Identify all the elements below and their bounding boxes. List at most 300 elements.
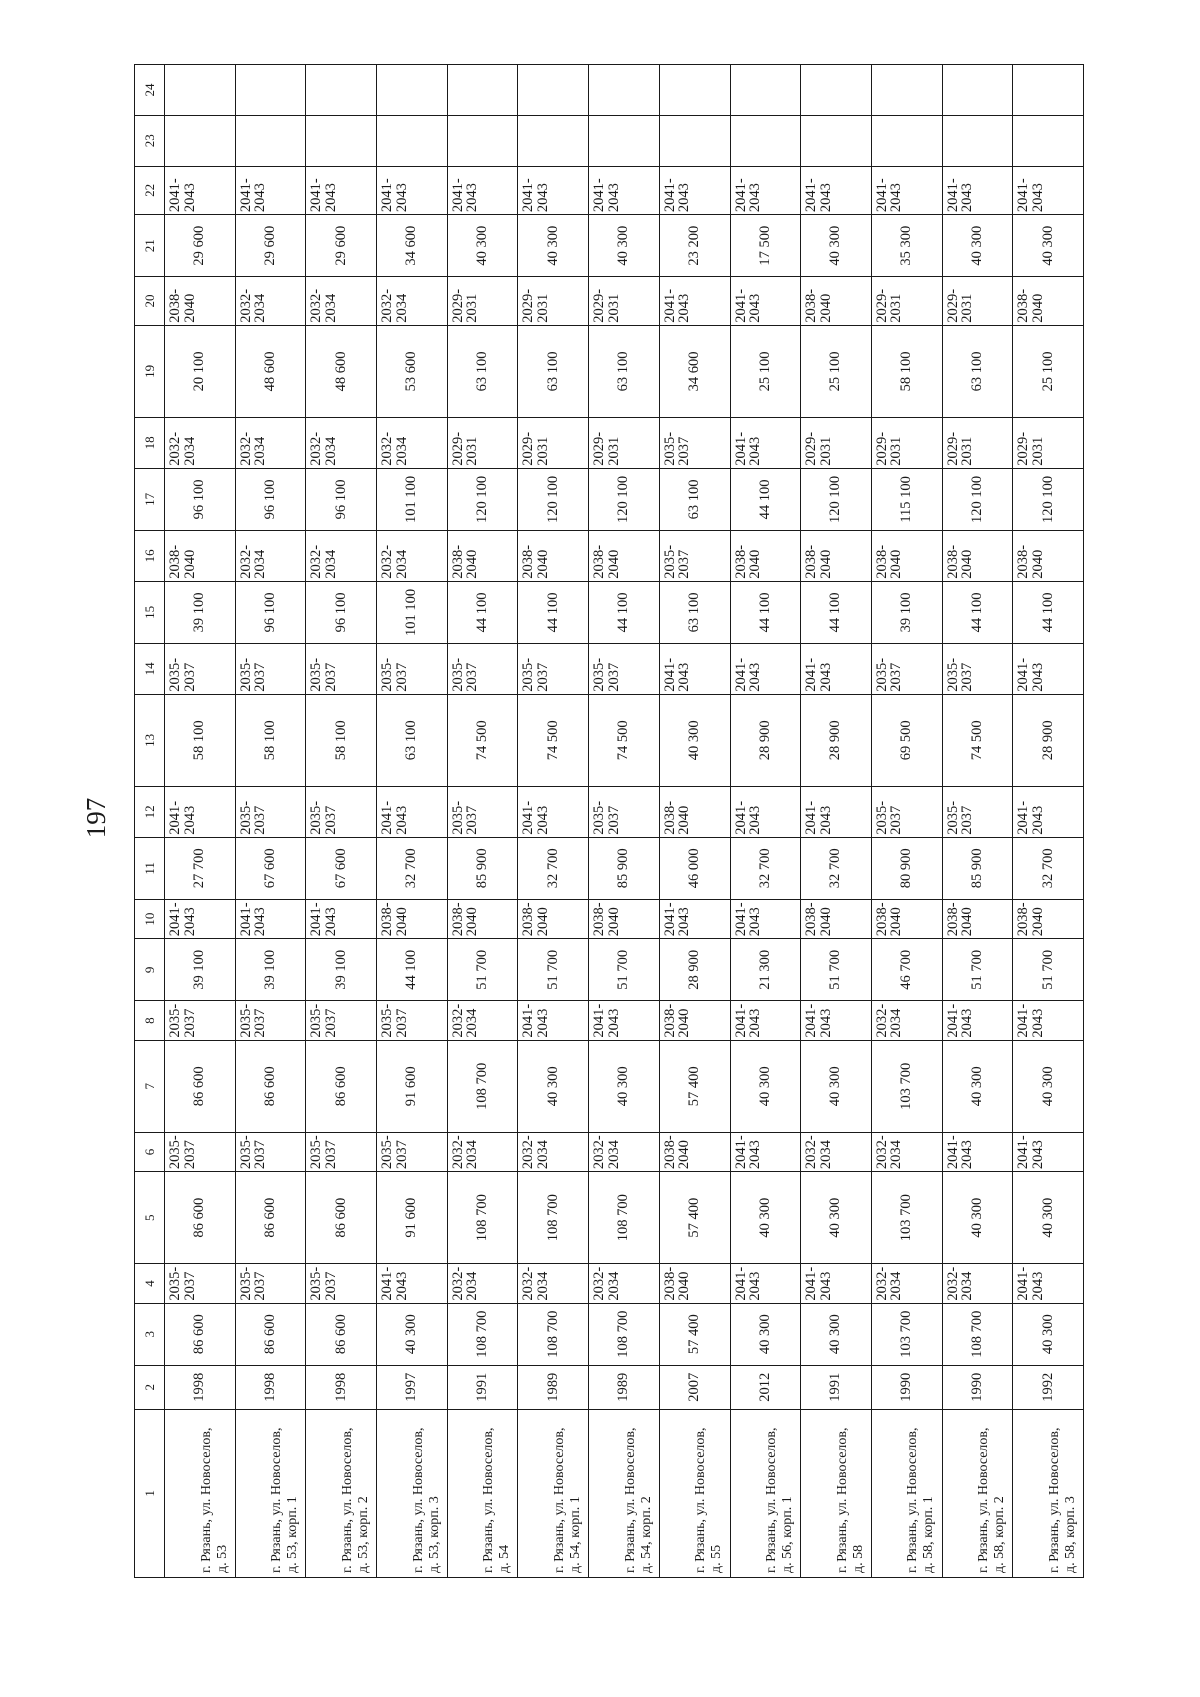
- period-cell: 2035-2037: [165, 1001, 236, 1040]
- table-row: [165, 65, 236, 1578]
- period-cell: 2041-2043: [801, 786, 872, 837]
- period-cell: 2038-2040: [589, 899, 660, 938]
- table-row: [377, 65, 448, 1578]
- cost-cell: 40 300: [801, 215, 872, 277]
- cost-cell: 108 700: [518, 1303, 589, 1365]
- period-cell: 2041-2043: [942, 1132, 1013, 1171]
- period-cell: 2029-2031: [801, 418, 872, 469]
- cost-cell: 63 100: [659, 468, 730, 530]
- period-cell: 2041-2043: [447, 166, 518, 214]
- cost-cell: 96 100: [165, 468, 236, 530]
- period-cell: 2035-2037: [306, 1264, 377, 1303]
- period-cell: 2041-2043: [589, 166, 660, 214]
- column-header-13: 13: [135, 694, 165, 786]
- period-cell: 2038-2040: [1013, 531, 1084, 582]
- cost-cell: 40 300: [942, 1172, 1013, 1264]
- period-cell: 2038-2040: [730, 531, 801, 582]
- period-cell: 2032-2034: [235, 531, 306, 582]
- period-cell: 2032-2034: [518, 1132, 589, 1171]
- cost-cell: 39 100: [165, 939, 236, 1001]
- address-cell: г. Рязань, ул. Новоселов, д. 53: [165, 1409, 236, 1577]
- cost-cell: 40 300: [801, 1040, 872, 1132]
- cost-cell: 74 500: [447, 694, 518, 786]
- cost-cell: 23 200: [659, 215, 730, 277]
- cost-cell: 17 500: [730, 215, 801, 277]
- period-cell: 2041-2043: [377, 166, 448, 214]
- period-cell: 2035-2037: [942, 786, 1013, 837]
- cost-cell: 28 900: [1013, 694, 1084, 786]
- period-cell: 2041-2043: [306, 899, 377, 938]
- empty-cell: [1013, 115, 1084, 166]
- period-cell: 2038-2040: [518, 531, 589, 582]
- cost-cell: 120 100: [518, 468, 589, 530]
- year-built-cell: 1989: [518, 1365, 589, 1409]
- period-cell: 2041-2043: [1013, 786, 1084, 837]
- cost-cell: 40 300: [1013, 1303, 1084, 1365]
- period-cell: 2041-2043: [659, 277, 730, 325]
- period-cell: 2032-2034: [518, 1264, 589, 1303]
- address-cell: г. Рязань, ул. Новоселов, д. 56, корп. 1: [730, 1409, 801, 1577]
- period-cell: 2041-2043: [377, 1264, 448, 1303]
- empty-cell: [165, 65, 236, 116]
- period-cell: 2041-2043: [659, 644, 730, 695]
- period-cell: 2032-2034: [871, 1264, 942, 1303]
- column-header-16: 16: [135, 531, 165, 582]
- empty-cell: [942, 115, 1013, 166]
- period-cell: 2041-2043: [942, 1001, 1013, 1040]
- empty-cell: [730, 115, 801, 166]
- cost-cell: 40 300: [518, 1040, 589, 1132]
- period-cell: 2035-2037: [235, 1264, 306, 1303]
- cost-cell: 108 700: [589, 1303, 660, 1365]
- cost-cell: 40 300: [1013, 215, 1084, 277]
- cost-cell: 39 100: [306, 939, 377, 1001]
- column-header-3: 3: [135, 1303, 165, 1365]
- period-cell: 2035-2037: [871, 786, 942, 837]
- column-header-6: 6: [135, 1132, 165, 1171]
- cost-cell: 46 700: [871, 939, 942, 1001]
- period-cell: 2041-2043: [589, 1001, 660, 1040]
- period-cell: 2029-2031: [942, 418, 1013, 469]
- column-header-24: 24: [135, 65, 165, 116]
- period-cell: 2029-2031: [871, 418, 942, 469]
- cost-cell: 120 100: [801, 468, 872, 530]
- table-row: [447, 65, 518, 1578]
- cost-cell: 44 100: [801, 581, 872, 643]
- period-cell: 2038-2040: [659, 1264, 730, 1303]
- empty-cell: [518, 115, 589, 166]
- cost-cell: 101 100: [377, 581, 448, 643]
- cost-cell: 86 600: [165, 1303, 236, 1365]
- period-cell: 2035-2037: [589, 786, 660, 837]
- table-row: [589, 65, 660, 1578]
- column-header-14: 14: [135, 644, 165, 695]
- period-cell: 2041-2043: [1013, 1264, 1084, 1303]
- period-cell: 2029-2031: [589, 277, 660, 325]
- column-header-12: 12: [135, 786, 165, 837]
- period-cell: 2032-2034: [377, 277, 448, 325]
- cost-cell: 58 100: [165, 694, 236, 786]
- empty-cell: [659, 115, 730, 166]
- period-cell: 2035-2037: [377, 1001, 448, 1040]
- period-cell: 2041-2043: [1013, 166, 1084, 214]
- year-built-cell: 1997: [377, 1365, 448, 1409]
- table-row: [801, 65, 872, 1578]
- empty-cell: [165, 115, 236, 166]
- cost-cell: 34 600: [659, 325, 730, 417]
- cost-cell: 101 100: [377, 468, 448, 530]
- cost-cell: 25 100: [801, 325, 872, 417]
- period-cell: 2032-2034: [306, 531, 377, 582]
- cost-cell: 51 700: [589, 939, 660, 1001]
- cost-cell: 40 300: [942, 215, 1013, 277]
- cost-cell: 51 700: [1013, 939, 1084, 1001]
- column-header-17: 17: [135, 468, 165, 530]
- address-cell: г. Рязань, ул. Новоселов, д. 58, корп. 1: [871, 1409, 942, 1577]
- cost-cell: 32 700: [801, 837, 872, 899]
- period-cell: 2032-2034: [377, 418, 448, 469]
- period-cell: 2041-2043: [801, 644, 872, 695]
- period-cell: 2038-2040: [942, 531, 1013, 582]
- empty-cell: [447, 65, 518, 116]
- period-cell: 2032-2034: [871, 1132, 942, 1171]
- cost-cell: 40 300: [589, 1040, 660, 1132]
- period-cell: 2041-2043: [659, 166, 730, 214]
- column-header-10: 10: [135, 899, 165, 938]
- empty-cell: [801, 65, 872, 116]
- cost-cell: 86 600: [165, 1172, 236, 1264]
- cost-cell: 120 100: [589, 468, 660, 530]
- period-cell: 2035-2037: [235, 644, 306, 695]
- cost-cell: 85 900: [942, 837, 1013, 899]
- period-cell: 2029-2031: [518, 277, 589, 325]
- cost-cell: 44 100: [447, 581, 518, 643]
- empty-cell: [942, 65, 1013, 116]
- period-cell: 2032-2034: [165, 418, 236, 469]
- cost-cell: 108 700: [518, 1172, 589, 1264]
- year-built-cell: 2012: [730, 1365, 801, 1409]
- period-cell: 2041-2043: [235, 166, 306, 214]
- period-cell: 2038-2040: [518, 899, 589, 938]
- period-cell: 2029-2031: [518, 418, 589, 469]
- period-cell: 2041-2043: [165, 166, 236, 214]
- column-header-18: 18: [135, 418, 165, 469]
- cost-cell: 58 100: [306, 694, 377, 786]
- period-cell: 2038-2040: [447, 531, 518, 582]
- cost-cell: 57 400: [659, 1040, 730, 1132]
- empty-cell: [659, 65, 730, 116]
- period-cell: 2041-2043: [730, 644, 801, 695]
- period-cell: 2035-2037: [165, 644, 236, 695]
- cost-cell: 120 100: [942, 468, 1013, 530]
- cost-cell: 69 500: [871, 694, 942, 786]
- address-cell: г. Рязань, ул. Новоселов, д. 54: [447, 1409, 518, 1577]
- cost-cell: 21 300: [730, 939, 801, 1001]
- period-cell: 2041-2043: [801, 1264, 872, 1303]
- period-cell: 2038-2040: [659, 1001, 730, 1040]
- table-row: [730, 65, 801, 1578]
- period-cell: 2029-2031: [942, 277, 1013, 325]
- cost-cell: 96 100: [235, 468, 306, 530]
- table-row: [306, 65, 377, 1578]
- period-cell: 2032-2034: [589, 1264, 660, 1303]
- cost-cell: 28 900: [659, 939, 730, 1001]
- cost-cell: 86 600: [306, 1040, 377, 1132]
- cost-cell: 120 100: [447, 468, 518, 530]
- empty-cell: [801, 115, 872, 166]
- cost-cell: 29 600: [235, 215, 306, 277]
- cost-cell: 32 700: [518, 837, 589, 899]
- cost-cell: 63 100: [589, 325, 660, 417]
- period-cell: 2041-2043: [306, 166, 377, 214]
- year-built-cell: 1998: [235, 1365, 306, 1409]
- address-cell: г. Рязань, ул. Новоселов, д. 58, корп. 3: [1013, 1409, 1084, 1577]
- empty-cell: [377, 65, 448, 116]
- cost-cell: 40 300: [518, 215, 589, 277]
- period-cell: 2041-2043: [730, 277, 801, 325]
- period-cell: 2038-2040: [871, 899, 942, 938]
- period-cell: 2041-2043: [518, 166, 589, 214]
- cost-cell: 32 700: [377, 837, 448, 899]
- page-number: 197: [81, 797, 111, 839]
- cost-cell: 91 600: [377, 1040, 448, 1132]
- cost-cell: 86 600: [306, 1303, 377, 1365]
- column-header-20: 20: [135, 277, 165, 325]
- period-cell: 2041-2043: [801, 166, 872, 214]
- period-cell: 2038-2040: [377, 899, 448, 938]
- empty-cell: [235, 115, 306, 166]
- period-cell: 2038-2040: [589, 531, 660, 582]
- cost-cell: 74 500: [589, 694, 660, 786]
- cost-cell: 40 300: [801, 1172, 872, 1264]
- period-cell: 2041-2043: [730, 1001, 801, 1040]
- cost-cell: 58 100: [871, 325, 942, 417]
- cost-cell: 44 100: [518, 581, 589, 643]
- cost-cell: 44 100: [942, 581, 1013, 643]
- period-cell: 2038-2040: [447, 899, 518, 938]
- cost-cell: 86 600: [165, 1040, 236, 1132]
- cost-cell: 40 300: [1013, 1172, 1084, 1264]
- cost-cell: 51 700: [942, 939, 1013, 1001]
- period-cell: 2041-2043: [942, 166, 1013, 214]
- period-cell: 2029-2031: [589, 418, 660, 469]
- year-built-cell: 1998: [165, 1365, 236, 1409]
- cost-cell: 96 100: [306, 581, 377, 643]
- period-cell: 2029-2031: [1013, 418, 1084, 469]
- period-cell: 2035-2037: [447, 786, 518, 837]
- period-cell: 2041-2043: [801, 1001, 872, 1040]
- cost-cell: 40 300: [730, 1303, 801, 1365]
- table-row: [659, 65, 730, 1578]
- period-cell: 2029-2031: [447, 418, 518, 469]
- cost-cell: 28 900: [730, 694, 801, 786]
- table-row: [942, 65, 1013, 1578]
- column-header-4: 4: [135, 1264, 165, 1303]
- cost-cell: 44 100: [377, 939, 448, 1001]
- cost-cell: 40 300: [730, 1172, 801, 1264]
- period-cell: 2038-2040: [801, 277, 872, 325]
- cost-cell: 40 300: [942, 1040, 1013, 1132]
- column-header-2: 2: [135, 1365, 165, 1409]
- cost-cell: 48 600: [235, 325, 306, 417]
- period-cell: 2038-2040: [165, 277, 236, 325]
- period-cell: 2041-2043: [235, 899, 306, 938]
- cost-cell: 32 700: [730, 837, 801, 899]
- cost-cell: 32 700: [1013, 837, 1084, 899]
- cost-cell: 51 700: [447, 939, 518, 1001]
- empty-cell: [235, 65, 306, 116]
- cost-cell: 67 600: [306, 837, 377, 899]
- year-built-cell: 1991: [447, 1365, 518, 1409]
- address-cell: г. Рязань, ул. Новоселов, д. 54, корп. 1: [518, 1409, 589, 1577]
- cost-cell: 48 600: [306, 325, 377, 417]
- period-cell: 2038-2040: [942, 899, 1013, 938]
- cost-cell: 103 700: [871, 1303, 942, 1365]
- column-header-21: 21: [135, 215, 165, 277]
- cost-cell: 86 600: [235, 1172, 306, 1264]
- cost-cell: 44 100: [1013, 581, 1084, 643]
- period-cell: 2041-2043: [659, 899, 730, 938]
- period-cell: 2041-2043: [730, 1264, 801, 1303]
- period-cell: 2035-2037: [377, 1132, 448, 1171]
- period-cell: 2041-2043: [730, 786, 801, 837]
- cost-cell: 25 100: [1013, 325, 1084, 417]
- period-cell: 2035-2037: [447, 644, 518, 695]
- cost-cell: 40 300: [1013, 1040, 1084, 1132]
- period-cell: 2029-2031: [871, 277, 942, 325]
- cost-cell: 86 600: [306, 1172, 377, 1264]
- empty-cell: [589, 115, 660, 166]
- period-cell: 2035-2037: [659, 418, 730, 469]
- year-built-cell: 1992: [1013, 1365, 1084, 1409]
- cost-cell: 108 700: [447, 1172, 518, 1264]
- year-built-cell: 1998: [306, 1365, 377, 1409]
- period-cell: 2035-2037: [165, 1264, 236, 1303]
- cost-cell: 96 100: [306, 468, 377, 530]
- cost-cell: 108 700: [589, 1172, 660, 1264]
- cost-cell: 63 100: [659, 581, 730, 643]
- cost-cell: 40 300: [589, 215, 660, 277]
- period-cell: 2035-2037: [306, 1132, 377, 1171]
- table-row: [235, 65, 306, 1578]
- period-cell: 2041-2043: [165, 899, 236, 938]
- column-header-22: 22: [135, 166, 165, 214]
- cost-cell: 40 300: [447, 215, 518, 277]
- address-cell: г. Рязань, ул. Новоселов, д. 54, корп. 2: [589, 1409, 660, 1577]
- period-cell: 2032-2034: [306, 418, 377, 469]
- table-row: [1013, 65, 1084, 1578]
- period-cell: 2032-2034: [235, 277, 306, 325]
- year-built-cell: 1990: [942, 1365, 1013, 1409]
- cost-cell: 51 700: [518, 939, 589, 1001]
- period-cell: 2041-2043: [518, 1001, 589, 1040]
- column-header-15: 15: [135, 581, 165, 643]
- period-cell: 2032-2034: [306, 277, 377, 325]
- cost-cell: 108 700: [942, 1303, 1013, 1365]
- period-cell: 2032-2034: [447, 1264, 518, 1303]
- period-cell: 2032-2034: [377, 531, 448, 582]
- empty-cell: [306, 115, 377, 166]
- cost-cell: 86 600: [235, 1303, 306, 1365]
- cost-cell: 39 100: [235, 939, 306, 1001]
- period-cell: 2038-2040: [165, 531, 236, 582]
- cost-cell: 67 600: [235, 837, 306, 899]
- period-cell: 2032-2034: [942, 1264, 1013, 1303]
- table-row: [871, 65, 942, 1578]
- year-built-cell: 1991: [801, 1365, 872, 1409]
- cost-cell: 40 300: [377, 1303, 448, 1365]
- period-cell: 2035-2037: [306, 644, 377, 695]
- period-cell: 2041-2043: [1013, 644, 1084, 695]
- empty-cell: [589, 65, 660, 116]
- column-header-19: 19: [135, 325, 165, 417]
- cost-cell: 53 600: [377, 325, 448, 417]
- period-cell: 2032-2034: [447, 1001, 518, 1040]
- empty-cell: [871, 65, 942, 116]
- cost-cell: 96 100: [235, 581, 306, 643]
- period-cell: 2032-2034: [447, 1132, 518, 1171]
- empty-cell: [518, 65, 589, 116]
- period-cell: 2041-2043: [377, 786, 448, 837]
- cost-cell: 63 100: [447, 325, 518, 417]
- cost-cell: 85 900: [447, 837, 518, 899]
- period-cell: 2035-2037: [165, 1132, 236, 1171]
- period-cell: 2038-2040: [871, 531, 942, 582]
- period-cell: 2041-2043: [730, 899, 801, 938]
- period-cell: 2035-2037: [235, 1132, 306, 1171]
- cost-cell: 115 100: [871, 468, 942, 530]
- period-cell: 2041-2043: [518, 786, 589, 837]
- cost-cell: 120 100: [1013, 468, 1084, 530]
- cost-cell: 108 700: [447, 1040, 518, 1132]
- period-cell: 2035-2037: [518, 644, 589, 695]
- cost-cell: 63 100: [942, 325, 1013, 417]
- period-cell: 2035-2037: [942, 644, 1013, 695]
- period-cell: 2038-2040: [801, 899, 872, 938]
- registry-table-rotated: [134, 64, 1084, 1578]
- year-built-cell: 1989: [589, 1365, 660, 1409]
- period-cell: 2029-2031: [447, 277, 518, 325]
- period-cell: 2038-2040: [659, 1132, 730, 1171]
- address-cell: г. Рязань, ул. Новоселов, д. 53, корп. 1: [235, 1409, 306, 1577]
- cost-cell: 74 500: [518, 694, 589, 786]
- year-built-cell: 1990: [871, 1365, 942, 1409]
- period-cell: 2035-2037: [589, 644, 660, 695]
- cost-cell: 35 300: [871, 215, 942, 277]
- period-cell: 2038-2040: [1013, 899, 1084, 938]
- column-header-8: 8: [135, 1001, 165, 1040]
- column-number-header-row: [135, 65, 165, 1578]
- column-header-7: 7: [135, 1040, 165, 1132]
- period-cell: 2032-2034: [235, 418, 306, 469]
- address-cell: г. Рязань, ул. Новоселов, д. 58: [801, 1409, 872, 1577]
- empty-cell: [306, 65, 377, 116]
- cost-cell: 39 100: [165, 581, 236, 643]
- empty-cell: [871, 115, 942, 166]
- cost-cell: 74 500: [942, 694, 1013, 786]
- cost-cell: 108 700: [447, 1303, 518, 1365]
- empty-cell: [730, 65, 801, 116]
- cost-cell: 85 900: [589, 837, 660, 899]
- cost-cell: 44 100: [730, 468, 801, 530]
- period-cell: 2041-2043: [165, 786, 236, 837]
- cost-cell: 91 600: [377, 1172, 448, 1264]
- cost-cell: 40 300: [801, 1303, 872, 1365]
- period-cell: 2035-2037: [659, 531, 730, 582]
- cost-cell: 34 600: [377, 215, 448, 277]
- period-cell: 2041-2043: [730, 1132, 801, 1171]
- period-cell: 2038-2040: [801, 531, 872, 582]
